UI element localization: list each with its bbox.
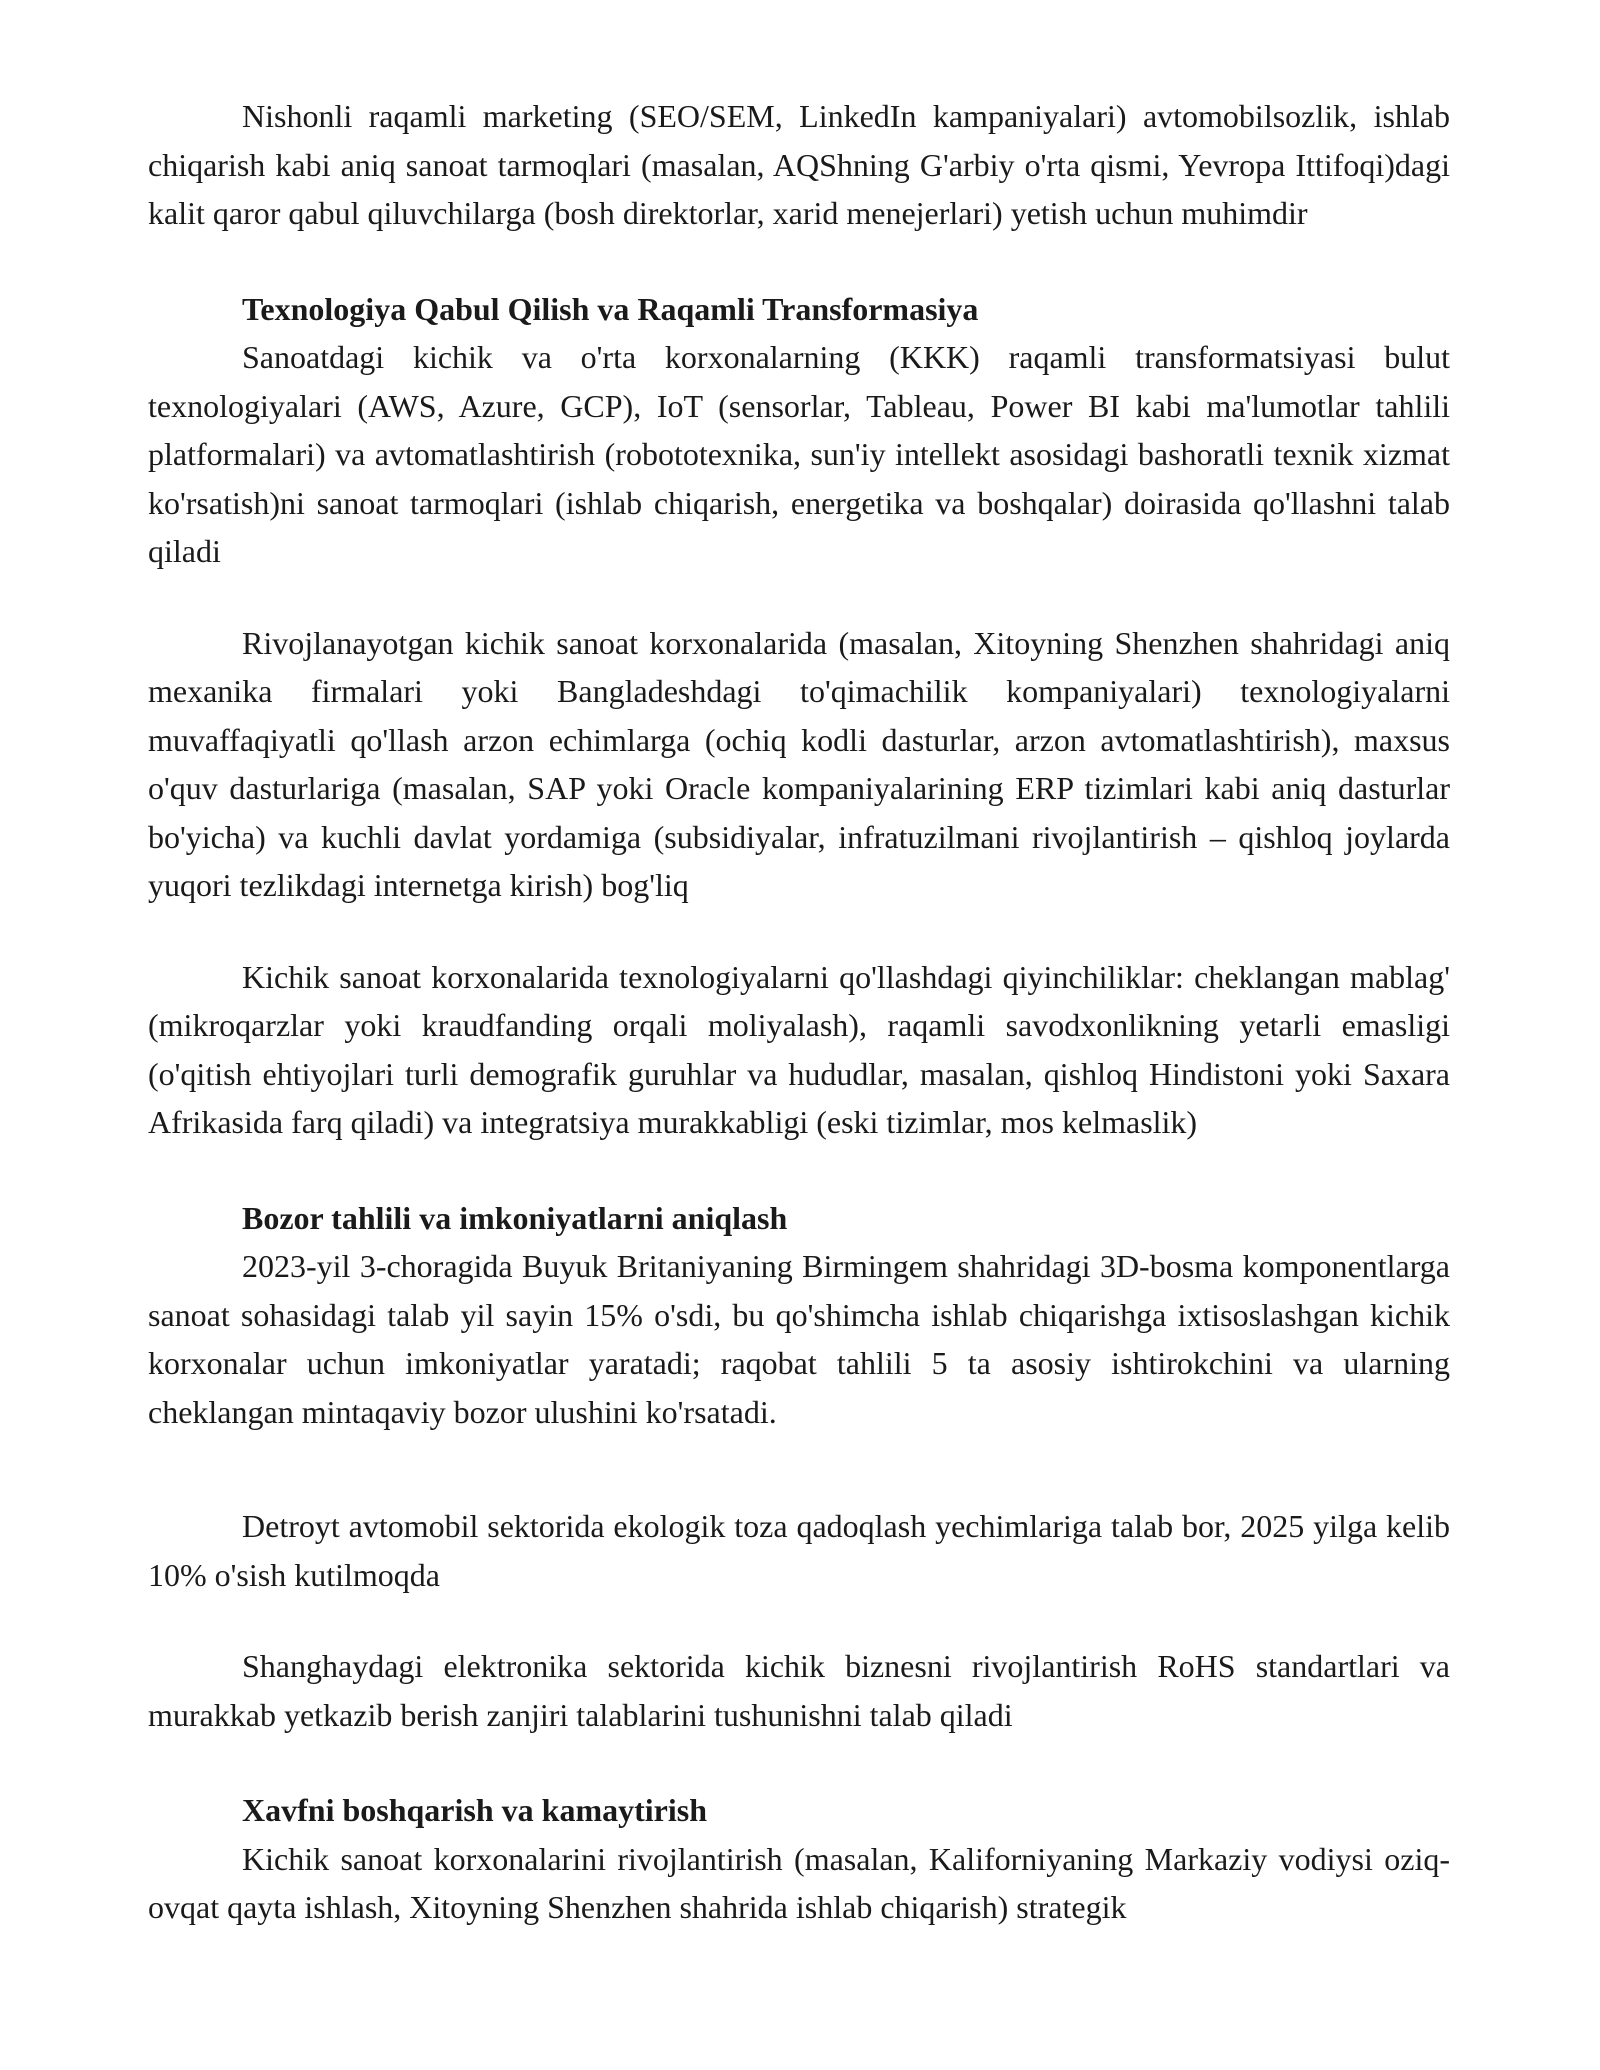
spacer [148, 1147, 1450, 1194]
spacer [148, 576, 1450, 619]
paragraph-digital-marketing: Nishonli raqamli marketing (SEO/SEM, LinkedIn kampaniyalari) avtomobilsozlik, ishlab chiqarish kabi aniq sanoat tarmoqlari (masalan, AQShning G'arbiy o'rta qismi, Yevropa Ittifoqi)dagi kalit qaror qabul qiluvchilarga (bosh direktorlar, xarid menejerlari) yetish uchun muhimdir [148, 98, 1450, 231]
spacer [148, 910, 1450, 953]
paragraph-digital-transformation: Sanoatdagi kichik va o'rta korxonalarning (KKK) raqamli transformatsiyasi bulut texnologiyalari (AWS, Azure, GCP), IoT (sensorlar, Tableau, Power BI kabi ma'lumotlar tahlili platformalari) va avtomatlashtirish (robototexnika, sun'iy intellekt asosidagi bashoratli texnik xizmat ko'rsatish)ni sanoat tarmoqlari (ishlab chiqarish, energetika va boshqalar) doirasida qo'llashni talab qiladi [148, 339, 1450, 569]
spacer [148, 238, 1450, 285]
document-page [148, 92, 1450, 1932]
heading-risk-management: Xavfni boshqarish va kamaytirish [242, 1792, 707, 1828]
paragraph-adoption-challenges: Kichik sanoat korxonalarida texnologiyalarni qo'llashdagi qiyinchiliklar: cheklangan mablag' (mikroqarzlar yoki kraudfanding orqali moliyalash), raqamli savodxonlikning yetarli emasligi (o'qitish ehtiyojlari turli demografik guruhlar va hududlar, masalan, qishloq Hindistoni yoki Saxara Afrikasida farq qiladi) va integratsiya murakkabligi (eski tizimlar, mos kelmaslik) [148, 958, 1450, 1140]
paragraph-risk-strategy: Kichik sanoat korxonalarini rivojlantirish (masalan, Kaliforniyaning Markaziy vodiysi oziq-ovqat qayta ishlash, Xitoyning Shenzhen shahrida ishlab chiqarish) strategik [148, 1840, 1450, 1925]
paragraph-birmingham-3d-printing: 2023-yil 3-choragida Buyuk Britaniyaning Birmingem shahridagi 3D-bosma komponentlarga sanoat sohasidagi talab yil sayin 15% o'sdi, bu qo'shimcha ishlab chiqarishga ixtisoslashgan kichik korxonalar uchun imkoniyatlar yaratadi; raqobat tahlili 5 ta asosiy ishtirokchini va ularning cheklangan mintaqaviy bozor ulushini ko'rsatadi. [148, 1248, 1450, 1430]
heading-technology-adoption: Texnologiya Qabul Qilish va Raqamli Transformasiya [242, 290, 979, 327]
spacer [148, 1599, 1450, 1642]
spacer [148, 1436, 1450, 1502]
spacer [148, 1739, 1450, 1786]
paragraph-shanghai-electronics: Shanghaydagi elektronika sektorida kichik biznesni rivojlantirish RoHS standartlari va murakkab yetkazib berish zanjiri talablarini tushunishni talab qiladi [148, 1648, 1450, 1733]
paragraph-emerging-enterprises: Rivojlanayotgan kichik sanoat korxonalarida (masalan, Xitoyning Shenzhen shahridagi aniq mexanika firmalari yoki Bangladeshdagi to'qimachilik kompaniyalari) texnologiyalarni muvaffaqiyatli qo'llash arzon echimlarga (ochiq kodli dasturlar, arzon avtomatlashtirish), maxsus o'quv dasturlariga (masalan, SAP yoki Oracle kompaniyalarining ERP tizimlari kabi aniq dasturlar bo'yicha) va kuchli davlat yordamiga (subsidiyalar, infratuzilmani rivojlantirish – qishloq joylarda yuqori tezlikdagi internetga kirish) bog'liq [148, 624, 1450, 903]
heading-market-analysis: Bozor tahlili va imkoniyatlarni aniqlash [242, 1199, 788, 1236]
paragraph-detroit-packaging: Detroyt avtomobil sektorida ekologik toza qadoqlash yechimlariga talab bor, 2025 yilga kelib 10% o'sish kutilmoqda [148, 1508, 1450, 1593]
